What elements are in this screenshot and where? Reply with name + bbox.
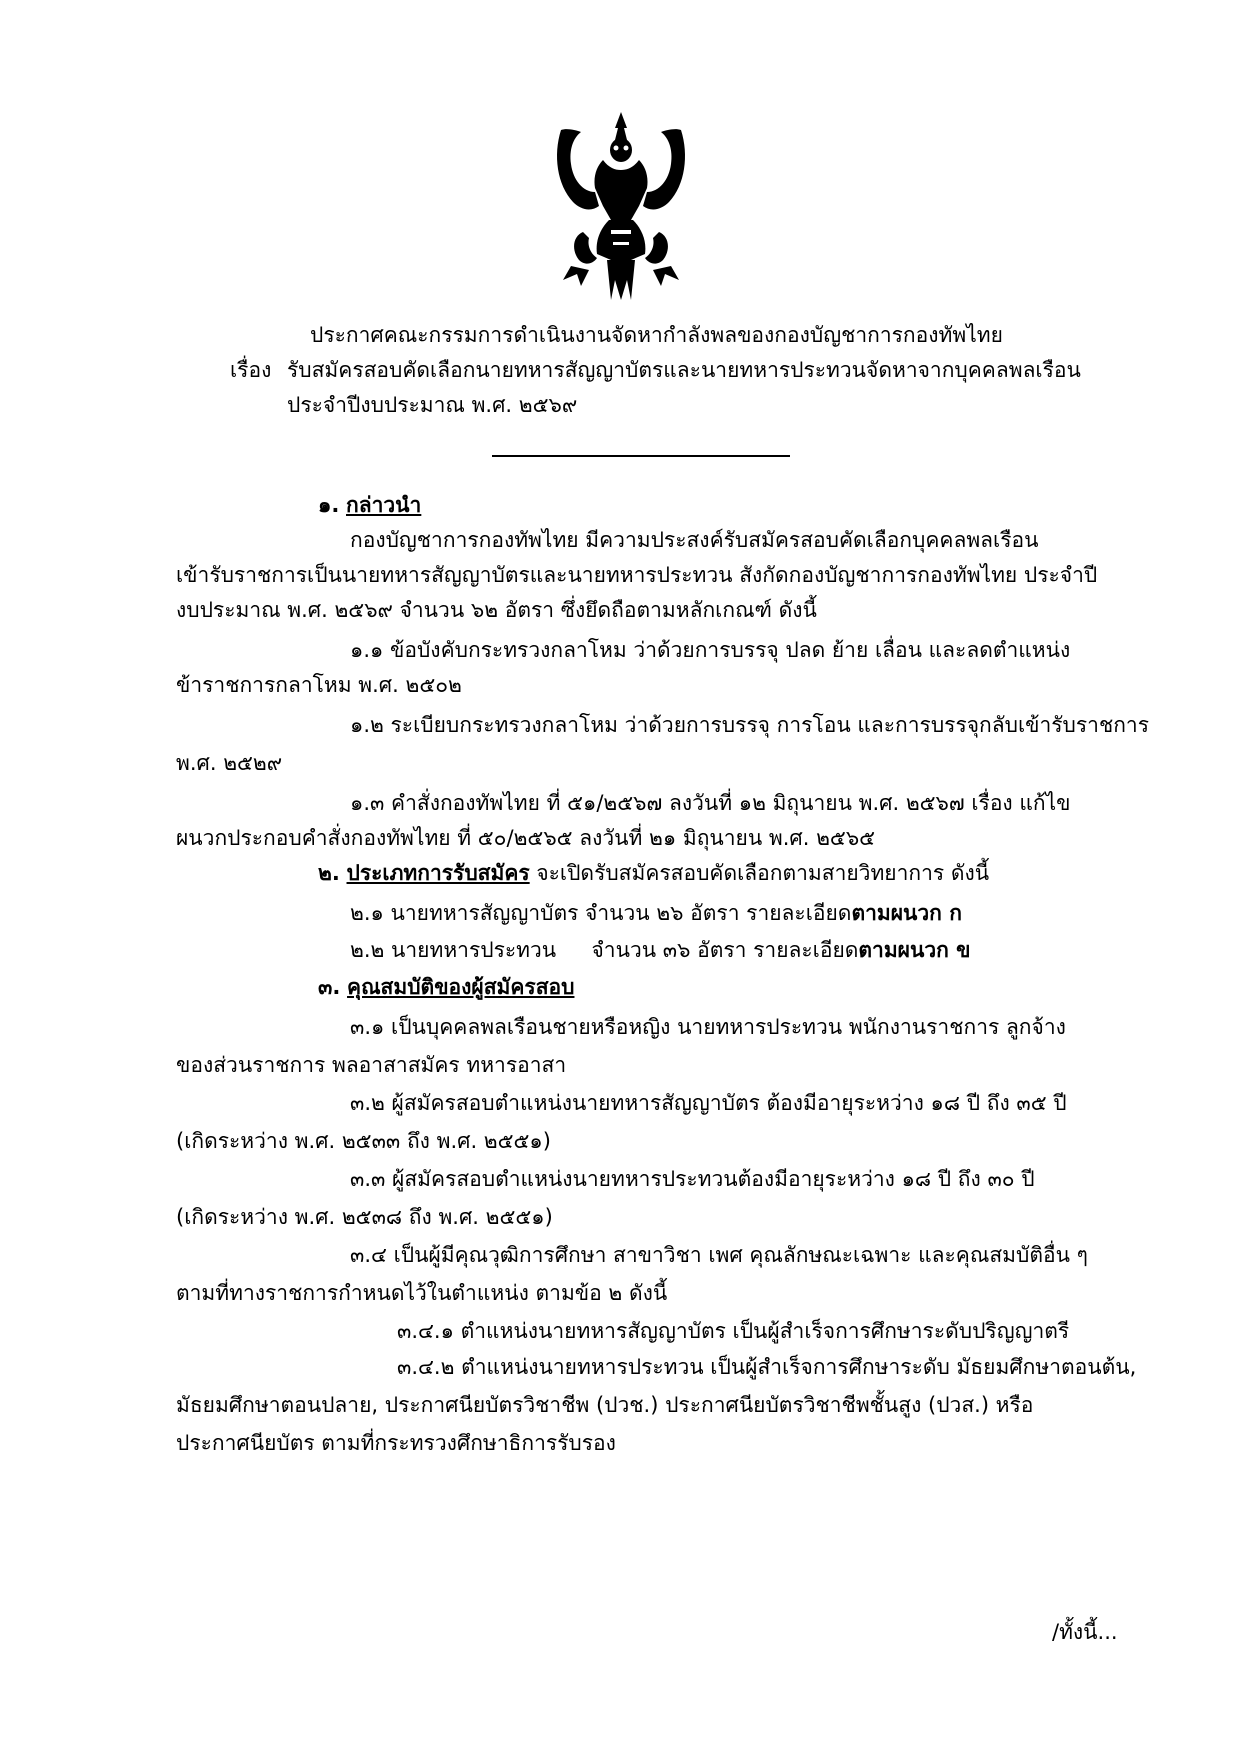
subject-year: ประจำปีงบประมาณ พ.ศ. ๒๕๖๙ [287, 393, 578, 417]
item-3-4-line-1: ๓.๔ เป็นผู้มีคุณวุฒิการศึกษา สาขาวิชา เพศ คุณลักษณะเฉพาะ และคุณสมบัติอื่น ๆ [350, 1243, 1088, 1267]
item-3-1-line-2: ของส่วนราชการ พลอาสาสมัคร ทหารอาสา [176, 1053, 567, 1077]
item-1-3-line-2: ผนวกประกอบคำสั่งกองทัพไทย ที่ ๕๐/๒๕๖๕ ลงวันที่ ๒๑ มิถุนายน พ.ศ. ๒๕๖๕ [176, 826, 876, 850]
section-2-title: ประเภทการรับสมัคร [346, 861, 530, 885]
section-1-para-line-1: กองบัญชาการกองทัพไทย มีความประสงค์รับสมัครสอบคัดเลือกบุคคลพลเรือน [350, 528, 1039, 552]
garuda-emblem-icon [551, 110, 691, 302]
section-2-heading [318, 858, 989, 888]
announcement-title: ประกาศคณะกรรมการดำเนินงานจัดหากำลังพลของกองบัญชาการกองทัพไทย [310, 323, 1003, 347]
item-2-2-annex: ตามผนวก ข [858, 938, 971, 962]
item-1-3-line-1: ๑.๓ คำสั่งกองทัพไทย ที่ ๕๑/๒๕๖๗ ลงวันที่ ๑๒ มิถุนายน พ.ศ. ๒๕๖๗ เรื่อง แก้ไข [350, 791, 1071, 815]
item-2-1 [350, 898, 962, 928]
section-2-intro: จะเปิดรับสมัครสอบคัดเลือกตามสายวิทยาการ ดังนี้ [536, 861, 990, 885]
item-2-2-label: ๒.๒ นายทหารประทวน [350, 938, 557, 962]
item-3-4-line-2: ตามที่ทางราชการกำหนดไว้ในตำแหน่ง ตามข้อ ๒ ดังนี้ [176, 1281, 668, 1305]
item-3-3-line-1: ๓.๓ ผู้สมัครสอบตำแหน่งนายทหารประทวนต้องมีอายุระหว่าง ๑๘ ปี ถึง ๓๐ ปี [350, 1167, 1035, 1191]
item-1-1-line-1: ๑.๑ ข้อบังคับกระทรวงกลาโหม ว่าด้วยการบรรจุ ปลด ย้าย เลื่อน และลดตำแหน่ง [350, 638, 1071, 662]
item-2-2 [350, 935, 971, 965]
section-1-title: กล่าวนำ [346, 493, 422, 517]
section-3-number: ๓. [318, 975, 341, 999]
item-2-1-annex: ตามผนวก ก [851, 901, 962, 925]
section-1-heading [318, 490, 421, 520]
section-1-para-line-2: เข้ารับราชการเป็นนายทหารสัญญาบัตรและนายทหารประทวน สังกัดกองบัญชาการกองทัพไทย ประจำปี [176, 563, 1098, 587]
item-3-2-line-2: (เกิดระหว่าง พ.ศ. ๒๕๓๓ ถึง พ.ศ. ๒๕๕๑) [176, 1129, 551, 1153]
item-2-2-text: จำนวน ๓๖ อัตรา รายละเอียด [591, 938, 859, 962]
subject-text: รับสมัครสอบคัดเลือกนายทหารสัญญาบัตรและนายทหารประทวนจัดหาจากบุคคลพลเรือน [287, 358, 1081, 382]
section-1-number: ๑. [318, 493, 340, 517]
item-3-4-1: ๓.๔.๑ ตำแหน่งนายทหารสัญญาบัตร เป็นผู้สำเร็จการศึกษาระดับปริญญาตรี [397, 1319, 1070, 1343]
item-1-2-line-2: พ.ศ. ๒๕๒๙ [176, 751, 283, 775]
item-2-1-text: ๒.๑ นายทหารสัญญาบัตร จำนวน ๒๖ อัตรา รายละเอียด [350, 901, 852, 925]
item-3-4-2-line-2: มัธยมศึกษาตอนปลาย, ประกาศนียบัตรวิชาชีพ (ปวช.) ประกาศนียบัตรวิชาชีพชั้นสูง (ปวส.) หรือ [176, 1393, 1034, 1417]
section-3-title: คุณสมบัติของผู้สมัครสอบ [347, 975, 575, 999]
item-3-4-2-line-1: ๓.๔.๒ ตำแหน่งนายทหารประทวน เป็นผู้สำเร็จการศึกษาระดับ มัธยมศึกษาตอนต้น, [397, 1355, 1137, 1379]
item-3-4-2-line-3: ประกาศนียบัตร ตามที่กระทรวงศึกษาธิการรับรอง [176, 1431, 616, 1455]
section-2-number: ๒. [318, 861, 340, 885]
page-continuation: /ทั้งนี้... [1052, 1620, 1118, 1644]
item-3-3-line-2: (เกิดระหว่าง พ.ศ. ๒๕๓๘ ถึง พ.ศ. ๒๕๕๑) [176, 1205, 553, 1229]
section-1-para-line-3: งบประมาณ พ.ศ. ๒๕๖๙ จำนวน ๖๒ อัตรา ซึ่งยึดถือตามหลักเกณฑ์ ดังนี้ [176, 598, 817, 622]
item-1-1-line-2: ข้าราชการกลาโหม พ.ศ. ๒๕๐๒ [176, 673, 462, 697]
item-1-2-line-1: ๑.๒ ระเบียบกระทรวงกลาโหม ว่าด้วยการบรรจุ การโอน และการบรรจุกลับเข้ารับราชการ [350, 713, 1149, 737]
header-divider [492, 455, 790, 457]
item-3-1-line-1: ๓.๑ เป็นบุคคลพลเรือนชายหรือหญิง นายทหารประทวน พนักงานราชการ ลูกจ้าง [350, 1015, 1066, 1039]
section-3-heading [318, 972, 574, 1002]
subject-label: เรื่อง [230, 358, 272, 382]
item-3-2-line-1: ๓.๒ ผู้สมัครสอบตำแหน่งนายทหารสัญญาบัตร ต้องมีอายุระหว่าง ๑๘ ปี ถึง ๓๕ ปี [350, 1091, 1067, 1115]
